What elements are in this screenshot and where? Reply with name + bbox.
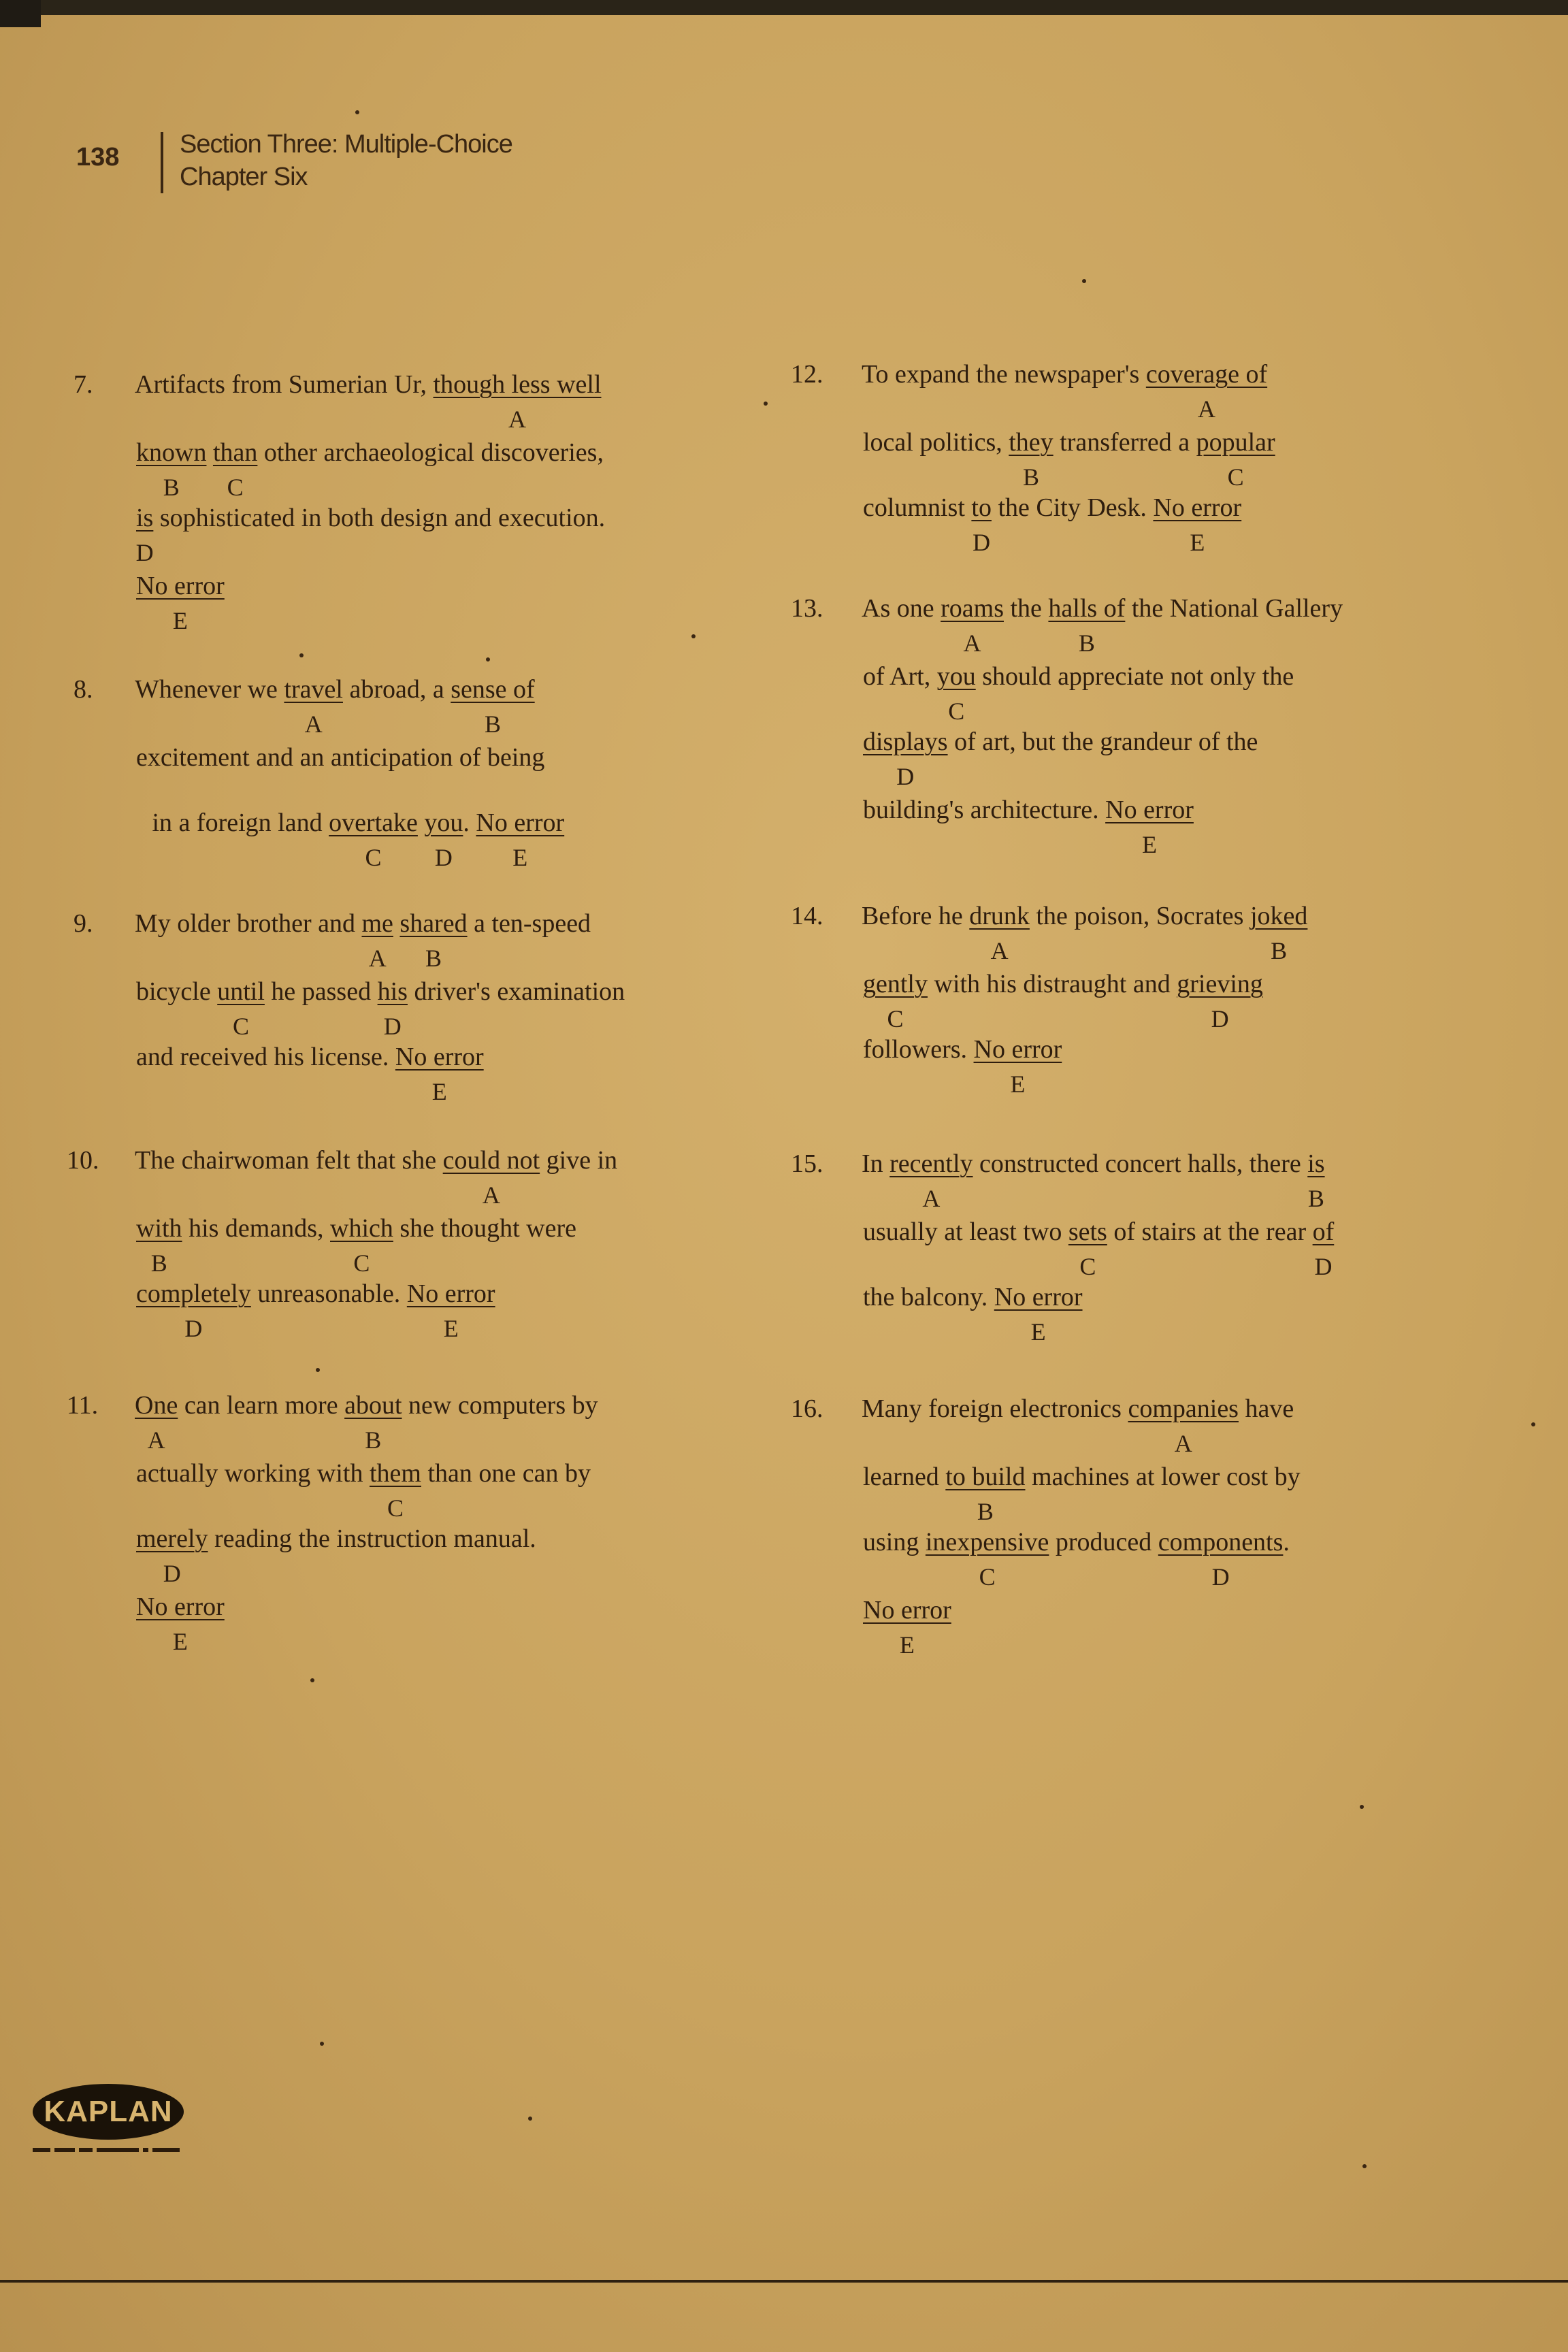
question-line bbox=[863, 725, 1258, 790]
question-number: 11. bbox=[67, 1391, 99, 1420]
choice-text: is bbox=[136, 504, 154, 532]
underlined-choice-c bbox=[212, 438, 258, 501]
choice-text: though less well bbox=[433, 370, 602, 399]
choice-letter: A bbox=[963, 630, 981, 657]
underlined-choice-e bbox=[994, 1283, 1083, 1345]
question-number: 7. bbox=[74, 370, 93, 399]
question-line bbox=[135, 906, 591, 972]
underlined-choice-d bbox=[136, 1279, 251, 1342]
underlined-choice-e bbox=[406, 1279, 495, 1342]
sentence-text: followers. bbox=[863, 1035, 974, 1064]
choice-text: No error bbox=[863, 1596, 951, 1624]
sentence-text: other archaeological discoveries, bbox=[257, 438, 604, 467]
underlined-choice-d bbox=[863, 728, 948, 790]
sentence-text: building's architecture. bbox=[863, 796, 1106, 824]
sentence-text: can learn more bbox=[178, 1391, 345, 1420]
choice-letter: B bbox=[1271, 937, 1288, 964]
paper-speck bbox=[299, 653, 304, 657]
header-divider bbox=[161, 132, 163, 193]
choice-text: you bbox=[936, 662, 976, 691]
question-line bbox=[863, 1460, 1301, 1525]
question-line bbox=[136, 1277, 495, 1342]
choice-text: you bbox=[424, 808, 463, 837]
choice-letter: C bbox=[979, 1563, 996, 1590]
paper-speck bbox=[355, 110, 359, 114]
sentence-text: the balcony. bbox=[863, 1283, 994, 1311]
paper-speck bbox=[310, 1678, 314, 1682]
choice-letter: B bbox=[425, 945, 442, 972]
underlined-choice-d bbox=[424, 808, 463, 871]
underlined-choice-d bbox=[1312, 1218, 1335, 1280]
choice-letter: A bbox=[990, 937, 1009, 964]
underlined-choice-d bbox=[135, 504, 154, 566]
question-line bbox=[863, 659, 1294, 725]
underlined-choice-a bbox=[889, 1149, 973, 1212]
sentence-text: Before he bbox=[862, 902, 970, 930]
paper-speck bbox=[486, 657, 490, 662]
question-line bbox=[135, 672, 535, 738]
choice-text: sense of bbox=[451, 675, 535, 704]
question-number: 8. bbox=[74, 675, 93, 704]
underlined-choice-e bbox=[476, 808, 565, 871]
question-line bbox=[863, 425, 1275, 491]
underlined-choice-c bbox=[1068, 1218, 1107, 1280]
question-line bbox=[862, 1392, 1294, 1457]
sentence-text: new computers by bbox=[402, 1391, 598, 1420]
choice-text: No error bbox=[136, 572, 225, 600]
choice-text: to build bbox=[945, 1463, 1026, 1491]
choice-text: than bbox=[212, 438, 258, 467]
sentence-text: produced bbox=[1049, 1528, 1158, 1556]
underlined-choice-e bbox=[973, 1035, 1062, 1098]
sentence-text: she thought were bbox=[393, 1214, 576, 1243]
choice-text: merely bbox=[136, 1524, 208, 1553]
choice-text: with bbox=[136, 1214, 182, 1243]
underlined-choice-c bbox=[936, 662, 976, 725]
choice-text: could not bbox=[442, 1146, 540, 1175]
question-line bbox=[136, 1456, 591, 1522]
sentence-text: in a foreign land bbox=[146, 808, 329, 837]
paper-speck bbox=[316, 1368, 320, 1372]
question-line bbox=[863, 1215, 1335, 1280]
choice-text: No error bbox=[395, 1043, 484, 1071]
choice-letter: D bbox=[163, 1560, 181, 1587]
sentence-text bbox=[393, 909, 400, 938]
choice-letter: A bbox=[508, 406, 527, 433]
choice-letter: D bbox=[383, 1013, 402, 1040]
underlined-choice-a bbox=[442, 1146, 540, 1209]
choice-letter: C bbox=[387, 1494, 404, 1522]
underlined-choice-a bbox=[1128, 1394, 1239, 1457]
underlined-choice-a bbox=[135, 1391, 178, 1454]
sentence-text: unreasonable. bbox=[250, 1279, 407, 1308]
question-line bbox=[136, 1040, 484, 1105]
underlined-choice-c bbox=[217, 977, 265, 1040]
choice-text: No error bbox=[476, 808, 565, 837]
choice-letter: C bbox=[227, 474, 244, 501]
sentence-text: machines at lower cost by bbox=[1025, 1463, 1301, 1491]
question-line bbox=[862, 1147, 1325, 1212]
underlined-choice-d bbox=[136, 1524, 208, 1587]
paper-speck bbox=[320, 2042, 324, 2046]
choice-text: overtake bbox=[329, 808, 418, 837]
underlined-choice-c bbox=[1196, 428, 1275, 491]
underlined-choice-d bbox=[971, 493, 992, 556]
sentence-text: . bbox=[463, 808, 476, 837]
sentence-text: As one bbox=[862, 594, 941, 623]
question-line bbox=[862, 357, 1268, 423]
choice-letter: E bbox=[1010, 1071, 1026, 1098]
sentence-text: of Art, bbox=[863, 662, 937, 691]
choice-letter: A bbox=[1174, 1430, 1192, 1457]
question-line bbox=[863, 793, 1194, 858]
underlined-choice-a bbox=[1145, 360, 1268, 423]
question-number: 12. bbox=[791, 360, 823, 389]
choice-text: joked bbox=[1250, 902, 1308, 930]
sentence-text bbox=[418, 808, 425, 837]
question-number: 15. bbox=[791, 1149, 823, 1178]
choice-text: grieving bbox=[1177, 970, 1263, 998]
choice-text: inexpensive bbox=[925, 1528, 1049, 1556]
choice-text: No error bbox=[406, 1279, 495, 1308]
choice-letter: A bbox=[482, 1181, 500, 1209]
question-line bbox=[135, 368, 602, 433]
choice-letter: E bbox=[443, 1315, 459, 1342]
sentence-text: the poison, Socrates bbox=[1029, 902, 1250, 930]
choice-text: me bbox=[361, 909, 393, 938]
sentence-text: transferred a bbox=[1053, 428, 1196, 457]
underlined-choice-a bbox=[361, 909, 393, 972]
underlined-choice-b bbox=[136, 1214, 182, 1277]
sentence-text: abroad, a bbox=[342, 675, 451, 704]
sentence-text: the City Desk. bbox=[991, 493, 1154, 522]
choice-letter: E bbox=[512, 844, 528, 871]
logo-tagline-mark bbox=[33, 2140, 189, 2160]
choice-letter: E bbox=[1190, 529, 1205, 556]
question-line bbox=[136, 436, 604, 501]
question-line bbox=[863, 1280, 1083, 1345]
choice-text: companies bbox=[1128, 1394, 1239, 1423]
choice-letter: E bbox=[1030, 1318, 1046, 1345]
choice-text: which bbox=[330, 1214, 393, 1243]
choice-text: travel bbox=[284, 675, 343, 704]
choice-letter: C bbox=[1227, 463, 1244, 491]
choice-text: No error bbox=[136, 1592, 225, 1621]
choice-letter: C bbox=[948, 698, 965, 725]
sentence-text: learned bbox=[863, 1463, 946, 1491]
sentence-text: the bbox=[1003, 594, 1049, 623]
choice-text: gently bbox=[863, 970, 928, 998]
choice-letter: B bbox=[163, 474, 180, 501]
question-line bbox=[863, 491, 1242, 556]
choice-text: recently bbox=[889, 1149, 973, 1178]
question-line bbox=[136, 1211, 576, 1277]
choice-letter: D bbox=[135, 539, 154, 566]
sentence-text: of art, but the grandeur of the bbox=[947, 728, 1258, 756]
sentence-text: give in bbox=[540, 1146, 618, 1175]
choice-letter: E bbox=[899, 1631, 915, 1659]
sentence-text: usually at least two bbox=[863, 1218, 1068, 1246]
choice-letter: A bbox=[304, 710, 323, 738]
sentence-text: sophisticated in both design and execution. bbox=[153, 504, 606, 532]
question-line bbox=[135, 1388, 598, 1454]
sentence-text: driver's examination bbox=[407, 977, 625, 1006]
underlined-choice-b bbox=[1250, 902, 1308, 964]
paper-speck bbox=[1362, 2164, 1367, 2168]
choice-text: is bbox=[1307, 1149, 1325, 1178]
paper-speck bbox=[1531, 1422, 1535, 1426]
choice-text: they bbox=[1009, 428, 1054, 457]
question-number: 16. bbox=[791, 1394, 823, 1423]
underlined-choice-b bbox=[451, 675, 535, 738]
choice-letter: D bbox=[896, 763, 915, 790]
sentence-text: Artifacts from Sumerian Ur, bbox=[135, 370, 434, 399]
question-line bbox=[863, 1593, 951, 1659]
sentence-text: he passed bbox=[264, 977, 378, 1006]
choice-letter: B bbox=[1078, 630, 1095, 657]
paper-speck bbox=[1360, 1805, 1364, 1809]
choice-letter: C bbox=[365, 844, 382, 871]
page-number: 138 bbox=[76, 143, 120, 172]
choice-text: about bbox=[344, 1391, 402, 1420]
choice-letter: D bbox=[1211, 1005, 1229, 1032]
underlined-choice-c bbox=[329, 808, 418, 871]
question-line bbox=[862, 591, 1343, 657]
choice-text: popular bbox=[1196, 428, 1275, 457]
choice-text: No error bbox=[1153, 493, 1242, 522]
underlined-choice-d bbox=[1177, 970, 1263, 1032]
underlined-choice-b bbox=[136, 438, 207, 501]
underlined-choice-d bbox=[1158, 1528, 1284, 1590]
choice-letter: B bbox=[977, 1498, 994, 1525]
sentence-text: To expand the newspaper's bbox=[862, 360, 1146, 389]
choice-letter: A bbox=[1197, 395, 1215, 423]
question-number: 10. bbox=[67, 1146, 99, 1175]
sentence-text: using bbox=[863, 1528, 926, 1556]
sentence-text: have bbox=[1238, 1394, 1294, 1423]
choice-letter: B bbox=[1307, 1185, 1324, 1212]
choice-letter: C bbox=[887, 1005, 904, 1032]
choice-text: roams bbox=[941, 594, 1004, 623]
underlined-choice-e bbox=[136, 1592, 225, 1655]
sentence-text: Many foreign electronics bbox=[862, 1394, 1128, 1423]
underlined-choice-e bbox=[1153, 493, 1242, 556]
choice-letter: B bbox=[150, 1250, 167, 1277]
sentence-text: than one can by bbox=[421, 1459, 591, 1488]
underlined-choice-a bbox=[969, 902, 1030, 964]
choice-letter: D bbox=[1314, 1253, 1333, 1280]
underlined-choice-a bbox=[433, 370, 602, 433]
kaplan-logo bbox=[33, 2084, 189, 2163]
choice-text: his bbox=[377, 977, 408, 1006]
sentence-text: of stairs at the rear bbox=[1107, 1218, 1313, 1246]
choice-text: them bbox=[369, 1459, 421, 1488]
underlined-choice-c bbox=[330, 1214, 393, 1277]
choice-text: to bbox=[971, 493, 992, 522]
question-line bbox=[863, 1032, 1062, 1098]
choice-text: sets bbox=[1068, 1218, 1107, 1246]
choice-text: completely bbox=[136, 1279, 251, 1308]
underlined-choice-b bbox=[344, 1391, 402, 1454]
choice-text: drunk bbox=[969, 902, 1030, 930]
question-line bbox=[136, 1590, 225, 1655]
question-line bbox=[136, 975, 625, 1040]
sentence-text: My older brother and bbox=[135, 909, 362, 938]
choice-letter: C bbox=[1079, 1253, 1096, 1280]
choice-letter: E bbox=[172, 607, 188, 634]
choice-text: of bbox=[1312, 1218, 1335, 1246]
question-line bbox=[136, 1522, 536, 1587]
chapter-title: Chapter Six bbox=[180, 163, 308, 191]
underlined-choice-b bbox=[945, 1463, 1026, 1525]
underlined-choice-b bbox=[1307, 1149, 1325, 1212]
question-number: 9. bbox=[74, 909, 93, 938]
question-line bbox=[862, 899, 1308, 964]
choice-text: displays bbox=[863, 728, 948, 756]
paper-speck bbox=[691, 634, 696, 638]
sentence-text: a ten-speed bbox=[467, 909, 591, 938]
choice-letter: D bbox=[184, 1315, 203, 1342]
choice-letter: D bbox=[434, 844, 453, 871]
sentence-text: The chairwoman felt that she bbox=[135, 1146, 443, 1175]
underlined-choice-d bbox=[377, 977, 408, 1040]
sentence-text: In bbox=[862, 1149, 890, 1178]
choice-text: until bbox=[217, 977, 265, 1006]
choice-letter: E bbox=[431, 1078, 447, 1105]
underlined-choice-a bbox=[941, 594, 1004, 657]
paper-speck bbox=[528, 2117, 532, 2121]
choice-letter: C bbox=[233, 1013, 250, 1040]
choice-text: halls of bbox=[1048, 594, 1126, 623]
choice-text: shared bbox=[399, 909, 468, 938]
sentence-text: . bbox=[1283, 1528, 1290, 1556]
sentence-text: Whenever we bbox=[135, 675, 284, 704]
choice-letter: A bbox=[368, 945, 387, 972]
question-line bbox=[863, 967, 1263, 1032]
page-bottom-edge bbox=[0, 2280, 1568, 2283]
choice-letter: C bbox=[353, 1250, 370, 1277]
choice-text: No error bbox=[1105, 796, 1194, 824]
top-edge-shadow bbox=[0, 0, 1568, 15]
sentence-text: with his distraught and bbox=[927, 970, 1177, 998]
choice-text: One bbox=[135, 1391, 178, 1420]
sentence-text: columnist bbox=[863, 493, 972, 522]
choice-letter: A bbox=[922, 1185, 941, 1212]
underlined-choice-b bbox=[1009, 428, 1054, 491]
sentence-text: actually working with bbox=[136, 1459, 370, 1488]
sentence-text: excitement and an anticipation of being bbox=[136, 743, 545, 772]
sentence-text: reading the instruction manual. bbox=[208, 1524, 536, 1553]
choice-letter: B bbox=[1022, 463, 1039, 491]
sentence-text: the National Gallery bbox=[1125, 594, 1343, 623]
paper-speck bbox=[1082, 279, 1086, 283]
paper-speck bbox=[764, 402, 768, 406]
underlined-choice-a bbox=[284, 675, 343, 738]
choice-letter: B bbox=[365, 1426, 382, 1454]
underlined-choice-e bbox=[136, 572, 225, 634]
sentence-text: should appreciate not only the bbox=[975, 662, 1294, 691]
choice-letter: A bbox=[147, 1426, 165, 1454]
question-line bbox=[136, 740, 544, 774]
underlined-choice-e bbox=[1105, 796, 1194, 858]
header-titles bbox=[180, 128, 512, 193]
choice-text: No error bbox=[994, 1283, 1083, 1311]
underlined-choice-c bbox=[925, 1528, 1049, 1590]
choice-text: No error bbox=[973, 1035, 1062, 1064]
underlined-choice-c bbox=[863, 970, 928, 1032]
sentence-text: constructed concert halls, there bbox=[973, 1149, 1308, 1178]
underlined-choice-e bbox=[863, 1596, 951, 1659]
choice-text: known bbox=[136, 438, 207, 467]
underlined-choice-c bbox=[369, 1459, 421, 1522]
question-line bbox=[136, 569, 225, 634]
choice-letter: B bbox=[484, 710, 501, 738]
choice-text: coverage of bbox=[1145, 360, 1268, 389]
underlined-choice-e bbox=[395, 1043, 484, 1105]
question-line bbox=[135, 1143, 618, 1209]
choice-letter: E bbox=[172, 1628, 188, 1655]
choice-letter: D bbox=[973, 529, 991, 556]
sentence-text bbox=[206, 438, 213, 467]
question-line bbox=[135, 501, 606, 566]
question-number: 13. bbox=[791, 594, 823, 623]
underlined-choice-b bbox=[1048, 594, 1126, 657]
sentence-text: bicycle bbox=[136, 977, 218, 1006]
sentence-text: local politics, bbox=[863, 428, 1009, 457]
question-number: 14. bbox=[791, 902, 823, 930]
question-line bbox=[863, 1525, 1290, 1590]
kaplan-logo-mark: KAPLAN bbox=[33, 2084, 184, 2140]
underlined-choice-b bbox=[399, 909, 468, 972]
sentence-text: his demands, bbox=[182, 1214, 330, 1243]
choice-text: components bbox=[1158, 1528, 1284, 1556]
question-line bbox=[146, 806, 565, 871]
choice-letter: E bbox=[1142, 831, 1158, 858]
choice-letter: D bbox=[1211, 1563, 1230, 1590]
sentence-text: and received his license. bbox=[136, 1043, 395, 1071]
section-title: Section Three: Multiple-Choice bbox=[180, 130, 512, 159]
